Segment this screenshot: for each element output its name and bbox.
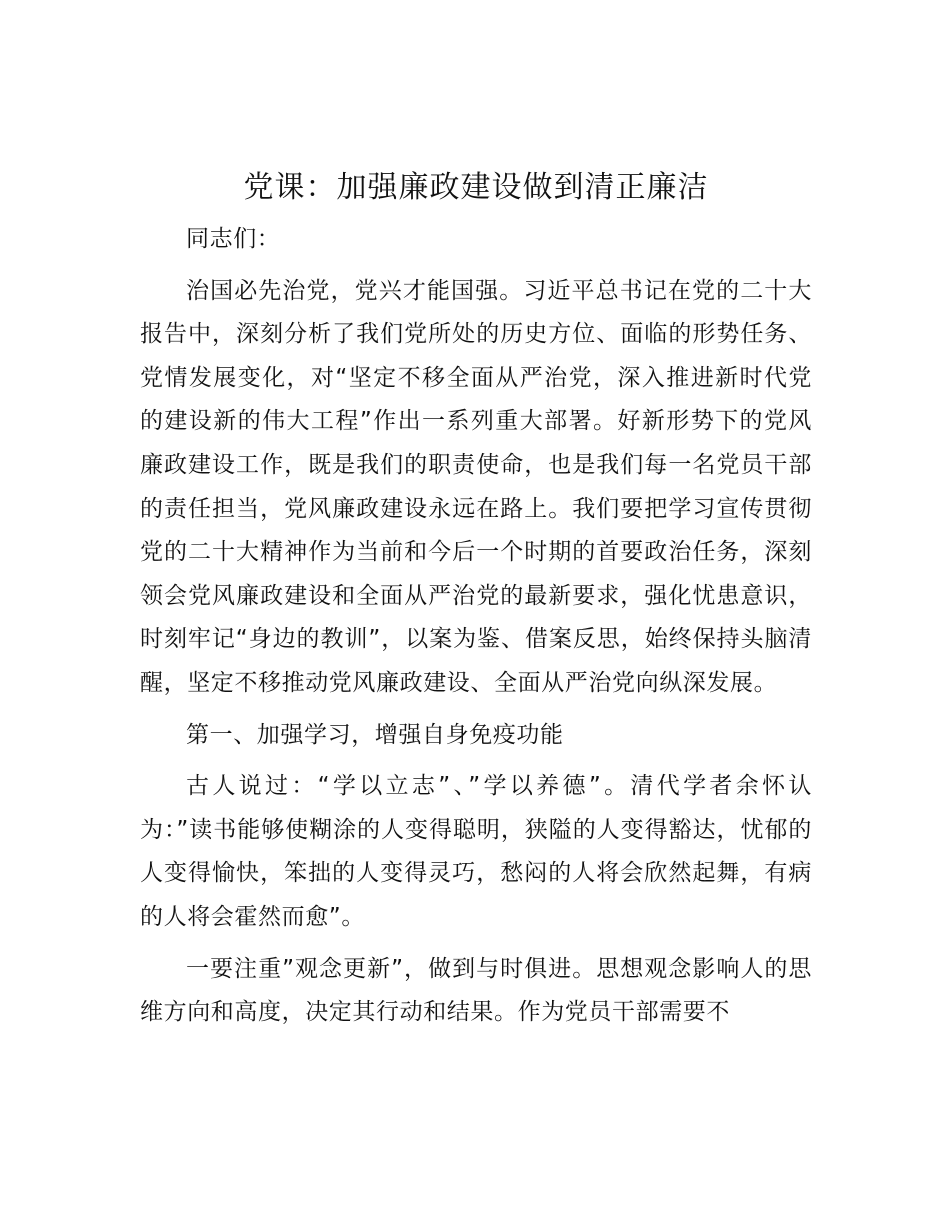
document-title: 党课：加强廉政建设做到清正廉洁 [243,170,709,205]
salutation-paragraph: 同志们： [186,226,281,252]
document-page [140,164,812,1043]
section-heading: 第一、加强学习，增强自身免疫功能 [186,721,564,748]
point-paragraph: 一要注重”观念更新”，做到与时俱进。思想观念影响人的思维方向和高度，决定其行动和结果。作为党员干部需要不 [140,955,812,1026]
intro-paragraph: 治国必先治党，党兴才能国强。习近平总书记在党的二十大报告中，深刻分析了我们党所处的历史方位、面临的形势任务、党情发展变化，对“坚定不移全面从严治党，深入推进新时代党的建设新的伟大工程”作出一系列重大部署。好新形势下的党风廉政建设工作，既是我们的职责使命，也是我们每一名党员干部的责任担当，党风廉政建设永远在路上。我们要把学习宣传贯彻党的二十大精神作为当前和今后一个时期的首要政治任务，深刻领会党风廉政建设和全面从严治党的最新要求，强化忧患意识，时刻牢记“身边的教训”，以案为鉴、借案反思，始终保持头脑清醒，坚定不移推动党风廉政建设、全面从严治党向纵深发展。 [140,277,812,696]
quote-paragraph: 古人说过：“学以立志”、”学以养德”。清代学者余怀认为：”读书能够使糊涂的人变得聪明，狭隘的人变得豁达，忧郁的人变得愉快，笨拙的人变得灵巧，愁闷的人将会欣然起舞，有病的人将会霍然而愈”。 [140,773,812,930]
